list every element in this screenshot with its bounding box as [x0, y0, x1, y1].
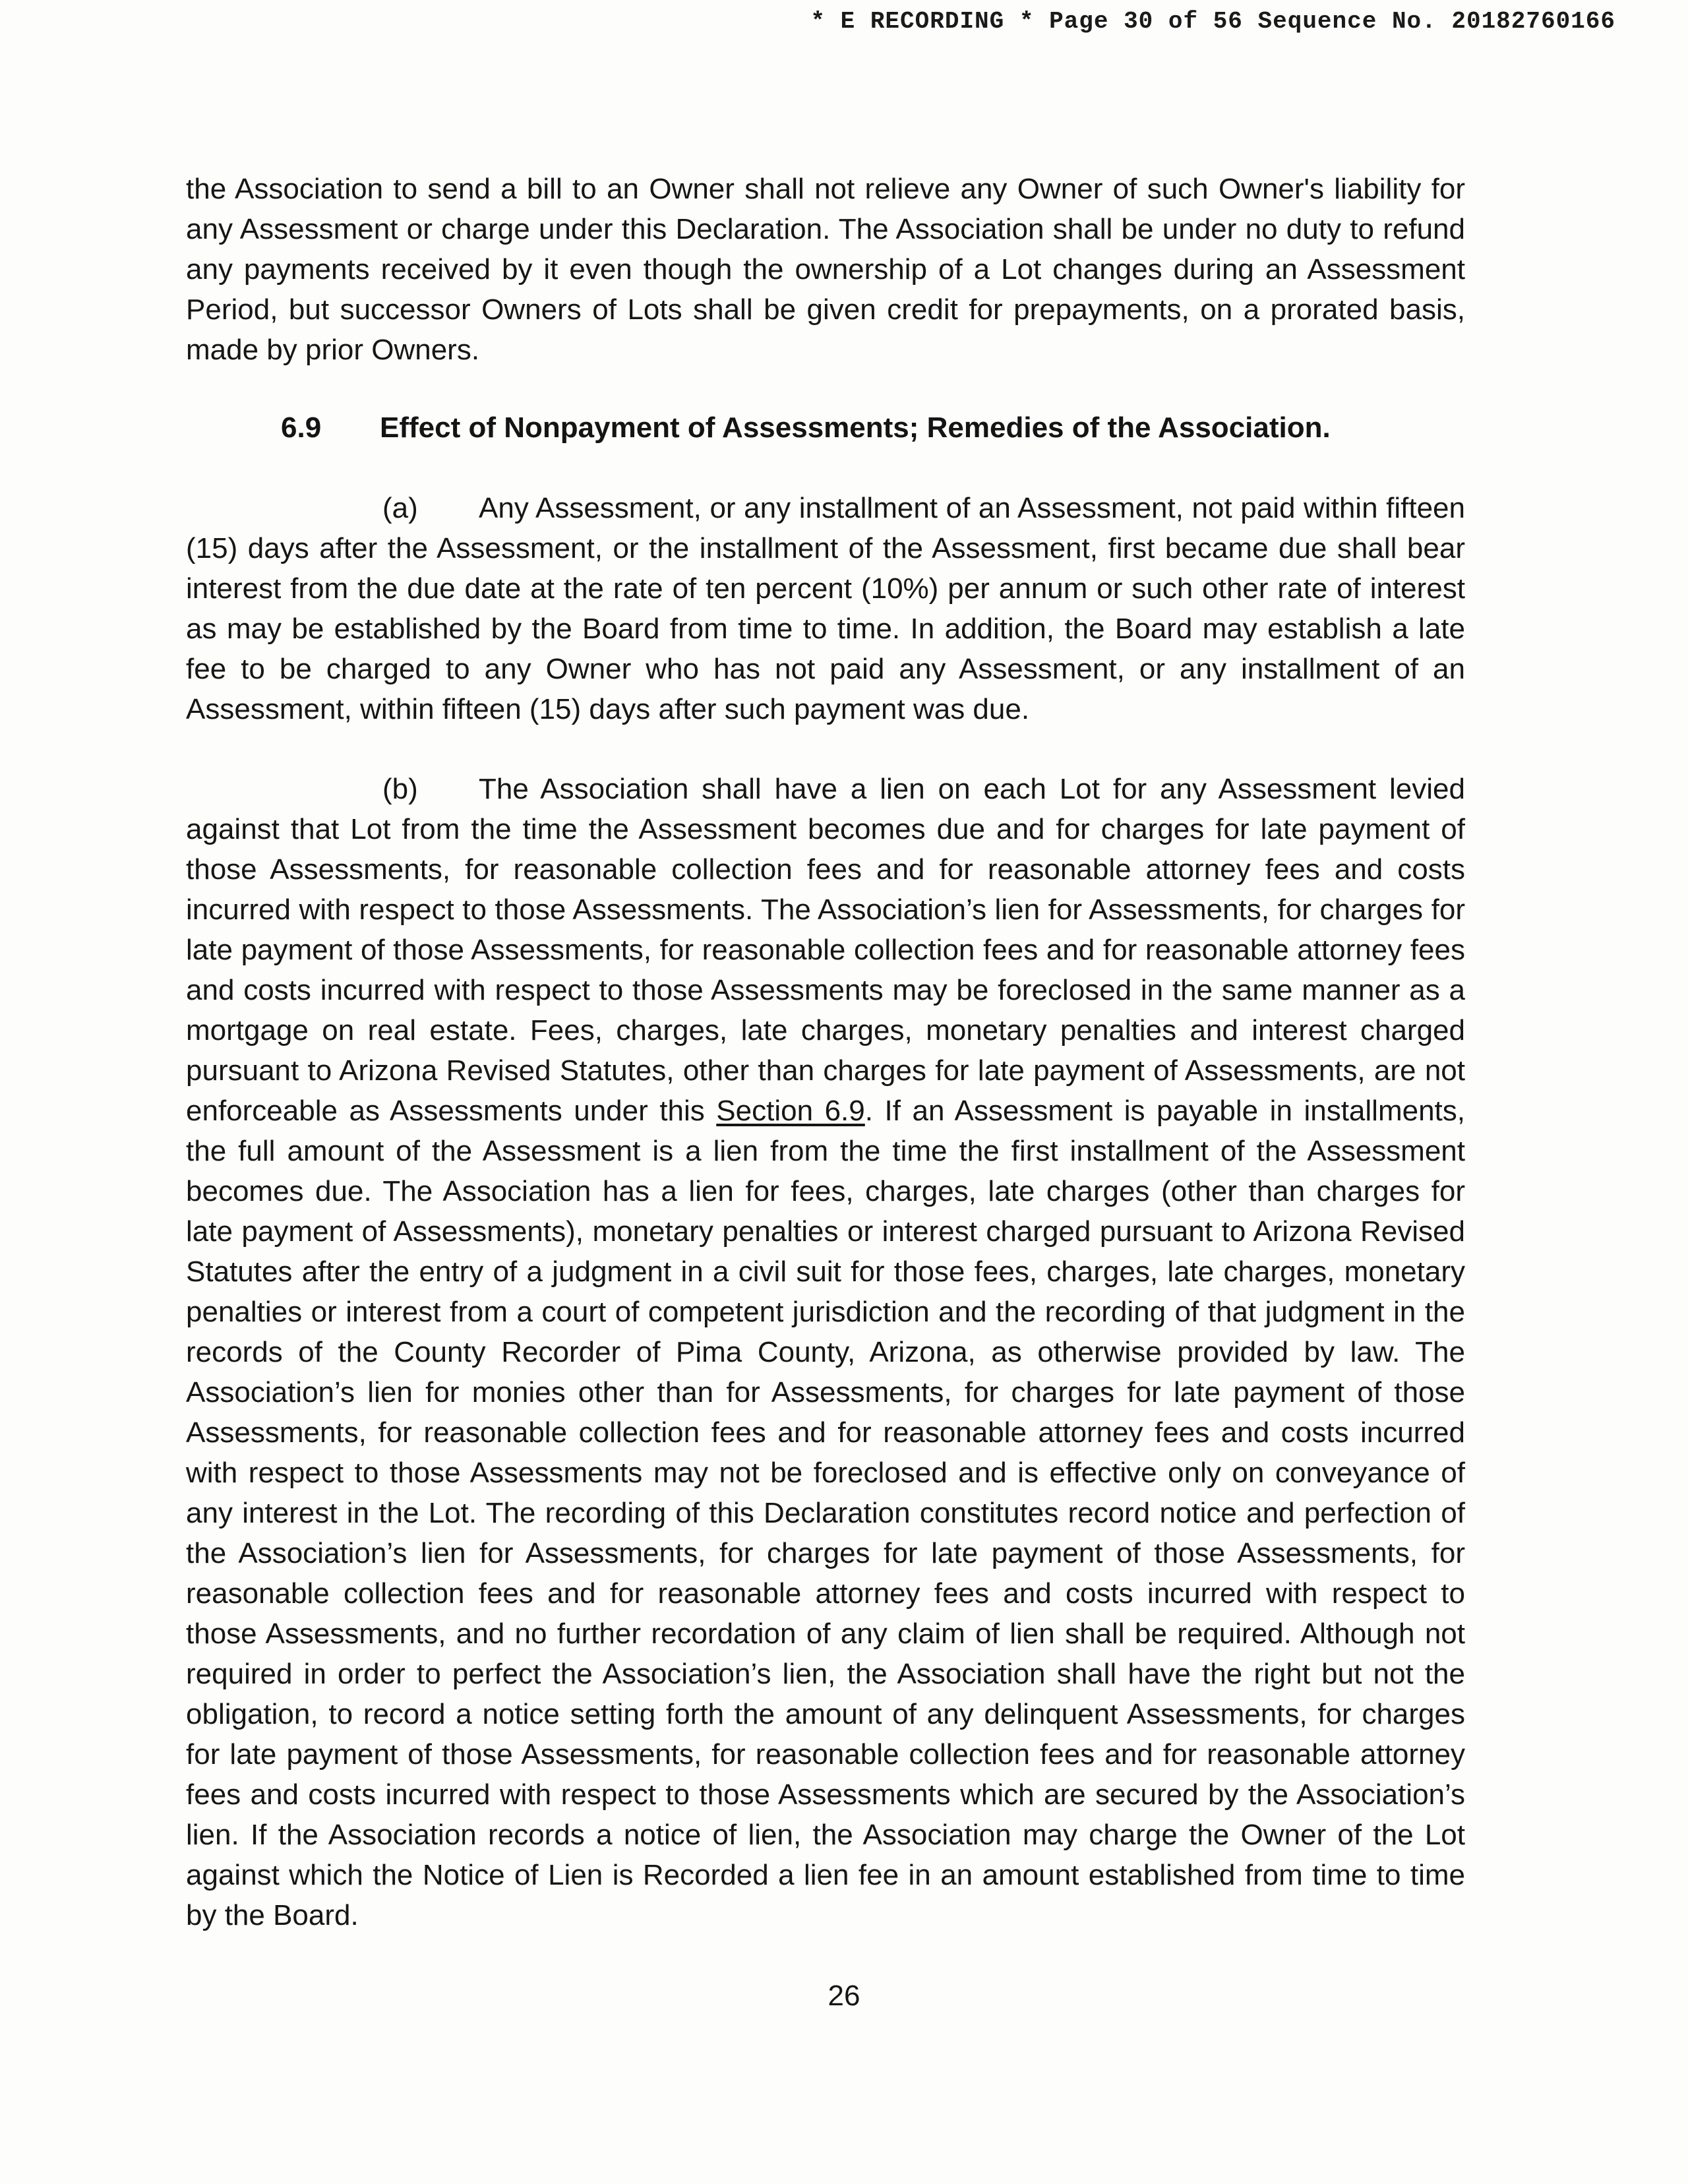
- section-number: 6.9: [281, 411, 322, 444]
- subsection-a: [186, 488, 1465, 729]
- continuation-text: the Association to send a bill to an Owner shall not relieve any Owner of such Owner's liability for any Assessment or charge under this Declaration. The Association shall be under no duty to refund any payments received by it even though the ownership of a Lot changes during an Assessment Period, but successor Owners of Lots shall be given credit for prepayments, on a prorated basis, made by prior Owners.: [186, 173, 1465, 366]
- section-title: Effect of Nonpayment of Assessments; Remedies of the Association.: [380, 411, 1331, 444]
- continuation-paragraph: [186, 169, 1465, 370]
- section-cross-reference: Section 6.9: [716, 1095, 865, 1127]
- subsection-a-paragraph: [186, 488, 1465, 729]
- page-number: 26: [828, 1980, 860, 2012]
- section-heading: [281, 408, 1331, 448]
- subsection-a-label: (a): [382, 492, 418, 524]
- recording-stamp-header: * E RECORDING * Page 30 of 56 Sequence No. 20182760166: [810, 8, 1615, 35]
- subsection-b-paragraph: [186, 769, 1465, 1935]
- subsection-a-text: Any Assessment, or any installment of an Assessment, not paid within fifteen (15) days after the Assessment, or the installment of the Assessment, first became due shall bear interest from the due date at the rate of ten percent (10%) per annum or such other rate of interest as may be established by the Board from time to time. In addition, the Board may establish a late fee to be charged to any Owner who has not paid any Assessment, or any installment of an Assessment, within fifteen (15) days after such payment was due.: [186, 492, 1465, 725]
- subsection-b-text-part1: The Association shall have a lien on each Lot for any Assessment levied against that Lot from the time the Assessment becomes due and for charges for late payment of those Assessments, for reasonable collection fees and for reasonable attorney fees and costs incurred with respect to those Assessments. The Association’s lien for Assessments, for charges for late payment of those Assessments, for reasonable collection fees and for reasonable attorney fees and costs incurred with respect to those Assessments may be foreclosed in the same manner as a mortgage on real estate. Fees, charges, late charges, monetary penalties and interest charged pursuant to Arizona Revised Statutes, other than charges for late payment of Assessments, are not enforceable as Assessments under this: [186, 773, 1465, 1127]
- subsection-b: [186, 769, 1465, 1935]
- subsection-b-label: (b): [382, 773, 418, 805]
- subsection-b-text-part2: . If an Assessment is payable in installments, the full amount of the Assessment is a lien from the time the first installment of the Assessment becomes due. The Association has a lien for fees, charges, late charges (other than charges for late payment of Assessments), monetary penalties or interest charged pursuant to Arizona Revised Statutes after the entry of a judgment in a civil suit for those fees, charges, late charges, monetary penalties or interest from a court of competent jurisdiction and the recording of that judgment in the records of the County Recorder of Pima County, Arizona, as otherwise provided by law. The Association’s lien for monies other than for Assessments, for charges for late payment of those Assessments, for reasonable collection fees and for reasonable attorney fees and costs incurred with respect to those Assessments may not be foreclosed and is effective only on conveyance of any interest in the Lot. The recording of this Declaration constitutes record notice and perfection of the Association’s lien for Assessments, for charges for late payment of those Assessments, for reasonable collection fees and for reasonable attorney fees and costs incurred with respect to those Assessments, and no further recordation of any claim of lien shall be required. Although not required in order to perfect the Association’s lien, the Association shall have the right but not the obligation, to record a notice setting forth the amount of any delinquent Assessments, for charges for late payment of those Assessments, for reasonable collection fees and for reasonable attorney fees and costs incurred with respect to those Assessments which are secured by the Association’s lien. If the Association records a notice of lien, the Association may charge the Owner of the Lot against which the Notice of Lien is Recorded a lien fee in an amount established from time to time by the Board.: [186, 1095, 1465, 1931]
